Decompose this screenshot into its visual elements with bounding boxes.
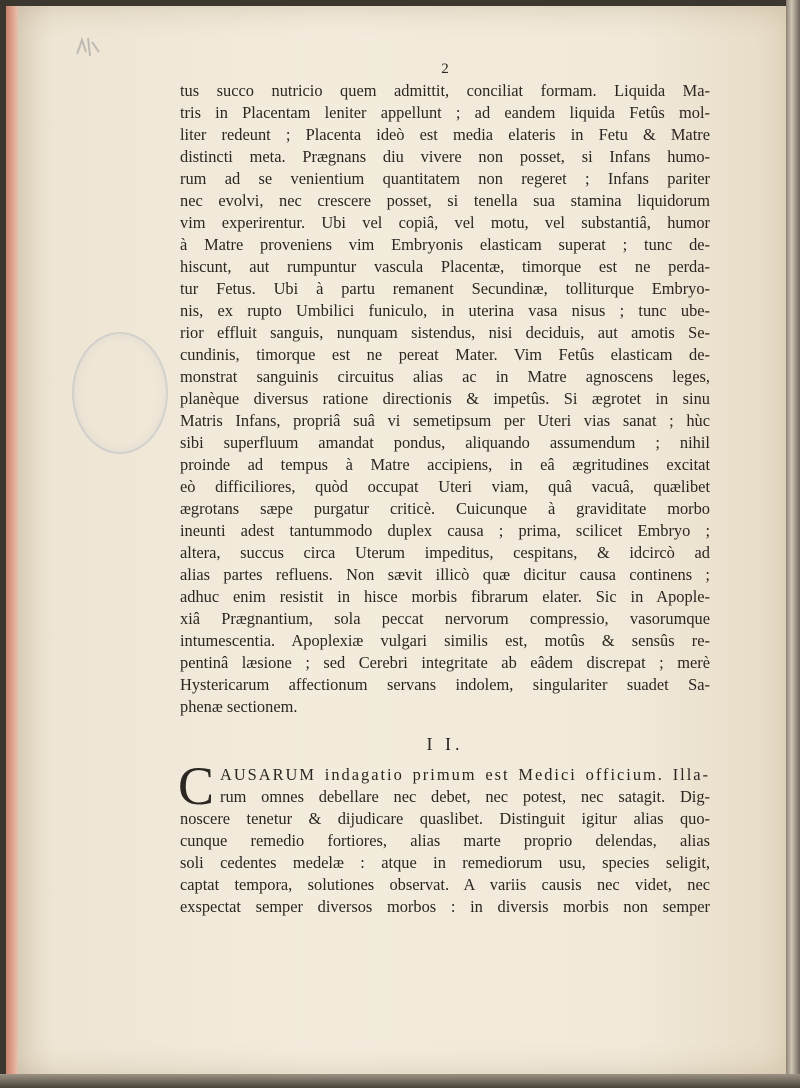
text-line: cundinis, timorque est ne pereat Mater. Vim Fetûs elasticam de- — [180, 345, 710, 364]
book-edge-bottom — [0, 1074, 800, 1088]
text-line: Matris Infans, propriâ suâ vi semetipsum per Uteri vias sanat ; hùc — [180, 411, 710, 430]
text-line: adhuc enim resistit in hisce morbis fibrarum elater. Sic in Apople- — [180, 587, 710, 606]
red-page-edge — [6, 6, 18, 1076]
text-line: ægrotans sæpe purgatur criticè. Cuicunque à graviditate morbo — [180, 499, 710, 518]
text-block — [180, 60, 710, 918]
paragraph-1 — [180, 80, 710, 718]
ink-mark-icon — [74, 34, 102, 60]
text-line: tris in Placentam leniter appellunt ; ad eandem liquida Fetûs mol- — [180, 103, 710, 122]
text-line: monstrat sanguinis circuitus alias ac in Matre agnoscens leges, — [180, 367, 710, 386]
text-line: Hystericarum affectionum servans indolem, singulariter suadet Sa- — [180, 675, 710, 694]
text-line: pentinâ læsione ; sed Cerebri integritate ab eâdem discrepat ; merè — [180, 653, 710, 672]
text-line: intumescentia. Apoplexiæ vulgari similis est, motûs & sensûs re- — [180, 631, 710, 650]
text-line: alias partes refluens. Non sævit illicò quæ dicitur causa continens ; — [180, 565, 710, 584]
text-line: cunque remedio fortiores, alias marte proprio delendas, alias — [180, 831, 710, 850]
text-line: xiâ Prægnantium, sola peccat nervorum compressio, vasorumque — [180, 609, 710, 628]
book-edge-right — [786, 0, 800, 1088]
text-line: altera, succus circa Uterum impeditus, cespitans, & idcircò ad — [180, 543, 710, 562]
paragraph-2-line-1: AUSARUM indagatio primum est Medici officium. Illa- — [220, 765, 710, 784]
paragraph-2 — [178, 756, 710, 918]
text-line: hiscunt, aut rumpuntur vascula Placentæ, timorque est ne perda- — [180, 257, 710, 276]
page-number: 2 — [441, 61, 449, 77]
text-line: sibi superfluum amandat pondus, aliquando assumendum ; nihil — [180, 433, 710, 452]
text-line: liter redeunt ; Placenta ideò est media elateris in Fetu & Matre — [180, 125, 710, 144]
text-line: phenæ sectionem. — [180, 697, 298, 716]
text-line: distincti meta. Prægnans diu vivere non posset, si Infans humo- — [180, 147, 710, 166]
drop-cap: C — [178, 756, 215, 816]
section-heading: I I. — [426, 734, 464, 754]
text-line: planèque diversus ratione directionis & impetûs. Si ægrotet in sinu — [180, 389, 710, 408]
text-line: ineunti adest tantummodo duplex causa ; prima, scilicet Embryo ; — [180, 521, 710, 540]
text-line: tus succo nutricio quem admittit, conciliat formam. Liquida Ma- — [180, 81, 710, 100]
text-line: soli cedentes medelæ : atque in remediorum usu, species seligit, — [180, 853, 710, 872]
text-line: tur Fetus. Ubi à partu remanent Secundinæ, tolliturque Embryo- — [180, 279, 710, 298]
library-stamp-icon — [72, 332, 168, 454]
text-line: rior effluit sanguis, nunquam sistendus, nisi deciduis, aut amotis Se- — [180, 323, 710, 342]
text-line: noscere tenetur & dijudicare quaslibet. Distinguit igitur alias quo- — [180, 809, 710, 828]
text-line: eò difficiliores, quòd occupat Uteri viam, quâ vacuâ, quælibet — [180, 477, 710, 496]
text-line: à Matre proveniens vim Embryonis elasticam superat ; tunc de- — [180, 235, 710, 254]
text-line: proinde ad tempus à Matre accipiens, in eâ ægritudines excitat — [180, 455, 710, 474]
text-line: exspectat semper diversos morbos : in diversis morbis non semper — [180, 897, 710, 916]
text-line: nec evolvi, nec crescere posset, si tenella sua stamina liquidorum — [180, 191, 710, 210]
text-line: nis, ex rupto Umbilici funiculo, in uterina vasa nisus ; tunc ube- — [180, 301, 710, 320]
text-line: captat tempora, solutiones observat. A variis causis nec videt, nec — [180, 875, 710, 894]
text-line: vim experirentur. Ubi vel copiâ, vel motu, vel substantiâ, humor — [180, 213, 710, 232]
paragraph-2-body — [180, 808, 710, 918]
paragraph-2-line-2: rum omnes debellare nec debet, nec potest, nec satagit. Dig- — [220, 787, 710, 806]
text-line: rum ad se venientium quantitatem non regeret ; Infans pariter — [180, 169, 710, 188]
